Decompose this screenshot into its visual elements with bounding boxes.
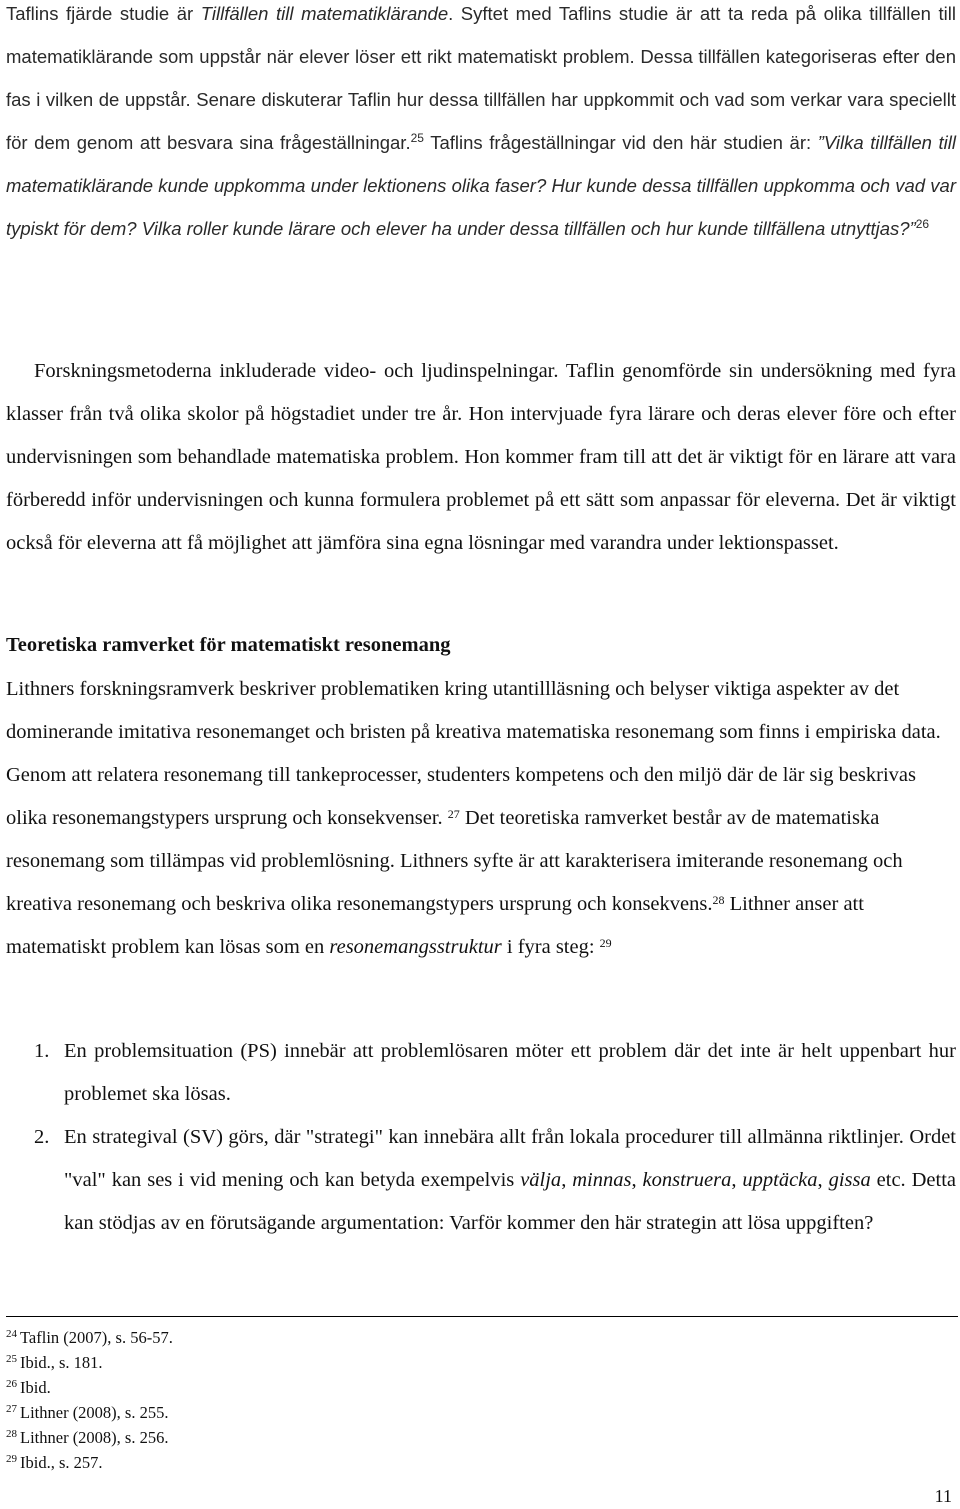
list-item <box>6 1030 956 1116</box>
footnote-ref-27: 27 <box>447 807 460 821</box>
footnote <box>6 1375 173 1400</box>
example-word: upptäcka <box>742 1169 818 1191</box>
footnote-ref-26: 26 <box>915 217 930 231</box>
footnote-separator <box>6 1316 958 1317</box>
text-run: . Syftet med Taflins studie är att ta reda på olika tillfällen till matematiklärande som uppstår när elever löser ett rikt matematiskt problem. Dessa tillfällen kategoriseras efter den fas i vilken de uppstår. Senare diskuterar Taflin hur dessa tillfällen har uppkommit och vad som verkar vara speciellt för dem genom att besvara sina frågeställningar. <box>6 3 956 153</box>
text-run: Taflins frågeställningar vid den här studien är: <box>423 132 818 153</box>
footnote-text: Ibid., s. 181. <box>20 1353 103 1372</box>
paragraph-lithner-framework <box>6 668 956 969</box>
footnote-text: Lithner (2008), s. 255. <box>20 1403 169 1422</box>
example-word: konstruera <box>642 1169 732 1191</box>
term-resonemangsstruktur: resonemangsstruktur <box>329 936 502 958</box>
text-run: En strategival (SV) görs, där "strategi" kan innebära allt från lokala procedurer till allmänna riktlinjer. Ordet "val" kan ses i vid mening och kan betyda exempelvis <box>64 1126 956 1191</box>
footnote-text: Lithner (2008), s. 256. <box>20 1428 169 1447</box>
footnote-number: 25 <box>6 1353 17 1365</box>
footnote <box>6 1350 173 1375</box>
footnote-number: 26 <box>6 1378 17 1390</box>
section-heading: Teoretiska ramverket för matematiskt resonemang <box>6 634 451 656</box>
footnote-number: 27 <box>6 1403 17 1415</box>
example-word: välja <box>520 1169 562 1191</box>
footnote-number: 28 <box>6 1428 17 1440</box>
footnote-text: Ibid., s. 257. <box>20 1453 103 1472</box>
list-number: 2. <box>34 1126 50 1148</box>
footnote-ref-29: 29 <box>599 936 612 950</box>
list-item <box>6 1116 956 1245</box>
text-run: Det teoretiska ramverket består av de matematiska resonemang som tillämpas vid problemlösning. Lithners syfte är att karakterisera imiterande resonemang och kreativa resonemang och beskriva olika resonemangstypers ursprung och konsekvens. <box>6 807 903 915</box>
footnote-number: 24 <box>6 1328 17 1340</box>
footnote-ref-28: 28 <box>712 893 725 907</box>
footnote-text: Ibid. <box>20 1378 51 1397</box>
footnote <box>6 1450 173 1475</box>
example-word: gissa <box>828 1169 871 1191</box>
separator: , <box>561 1169 573 1191</box>
text-run: etc. Detta kan stödjas av en förutsägande argumentation: Varför kommer den här strategin att lösa uppgiften? <box>64 1169 956 1234</box>
footnote-ref-25: 25 <box>410 131 424 145</box>
footnotes <box>6 1325 173 1475</box>
separator: , <box>631 1169 643 1191</box>
text-run: Lithner anser att matematiskt problem kan lösas som en <box>6 893 864 958</box>
separator: , <box>817 1169 829 1191</box>
reasoning-steps-list <box>6 1030 956 1245</box>
separator: , <box>731 1169 743 1191</box>
footnote-text: Taflin (2007), s. 56-57. <box>20 1328 173 1347</box>
footnote <box>6 1325 173 1350</box>
study-title: Tillfällen till matematiklärande <box>200 3 449 24</box>
text-run: i fyra steg: <box>501 936 600 958</box>
example-word: minnas <box>572 1169 632 1191</box>
text-run: Lithners forskningsramverk beskriver problematiken kring utantillläsning och belyser viktiga aspekter av det dominerande imitativa resonemanget och bristen på kreativa matematiska resonemang som finns i empiriska data. Genom att relatera resonemang till tankeprocesser, studenters kompetens och den miljö där de lär sig beskrivas olika resonemangstypers ursprung och konsekvenser. <box>6 678 941 829</box>
paragraph-methods: Forskningsmetoderna inkluderade video- och ljudinspelningar. Taflin genomförde sin undersökning med fyra klasser från två olika skolor på högstadiet under tre år. Hon intervjuade fyra lärare och deras elever före och efter undervisningen som behandlade matematiska problem. Hon kommer fram till att det är viktigt för en lärare att vara förberedd inför undervisningen och kunna formulera problemet på ett sätt som anpassar för eleverna. Det är viktigt också för eleverna att få möjlighet att jämföra sina egna lösningar med varandra under lektionspasset. <box>6 360 956 554</box>
page-number: 11 <box>934 1486 952 1506</box>
footnote-number: 29 <box>6 1453 17 1465</box>
paragraph-taflin-study <box>6 0 956 250</box>
footnote <box>6 1425 173 1450</box>
text-run: Taflins fjärde studie är <box>6 3 201 24</box>
research-questions-quote: ”Vilka tillfällen till matematiklärande kunde uppkomma under lektionens olika faser? Hur kunde dessa tillfällen uppkomma och vad var typiskt för dem? Vilka roller kunde lärare och elever ha under dessa tillfällen och hur kunde tillfällena utnyttjas?” <box>6 132 956 239</box>
list-item-text: En problemsituation (PS) innebär att problemlösaren möter ett problem där det inte är helt uppenbart hur problemet ska lösas. <box>64 1040 956 1105</box>
list-number: 1. <box>34 1040 50 1062</box>
footnote <box>6 1400 173 1425</box>
